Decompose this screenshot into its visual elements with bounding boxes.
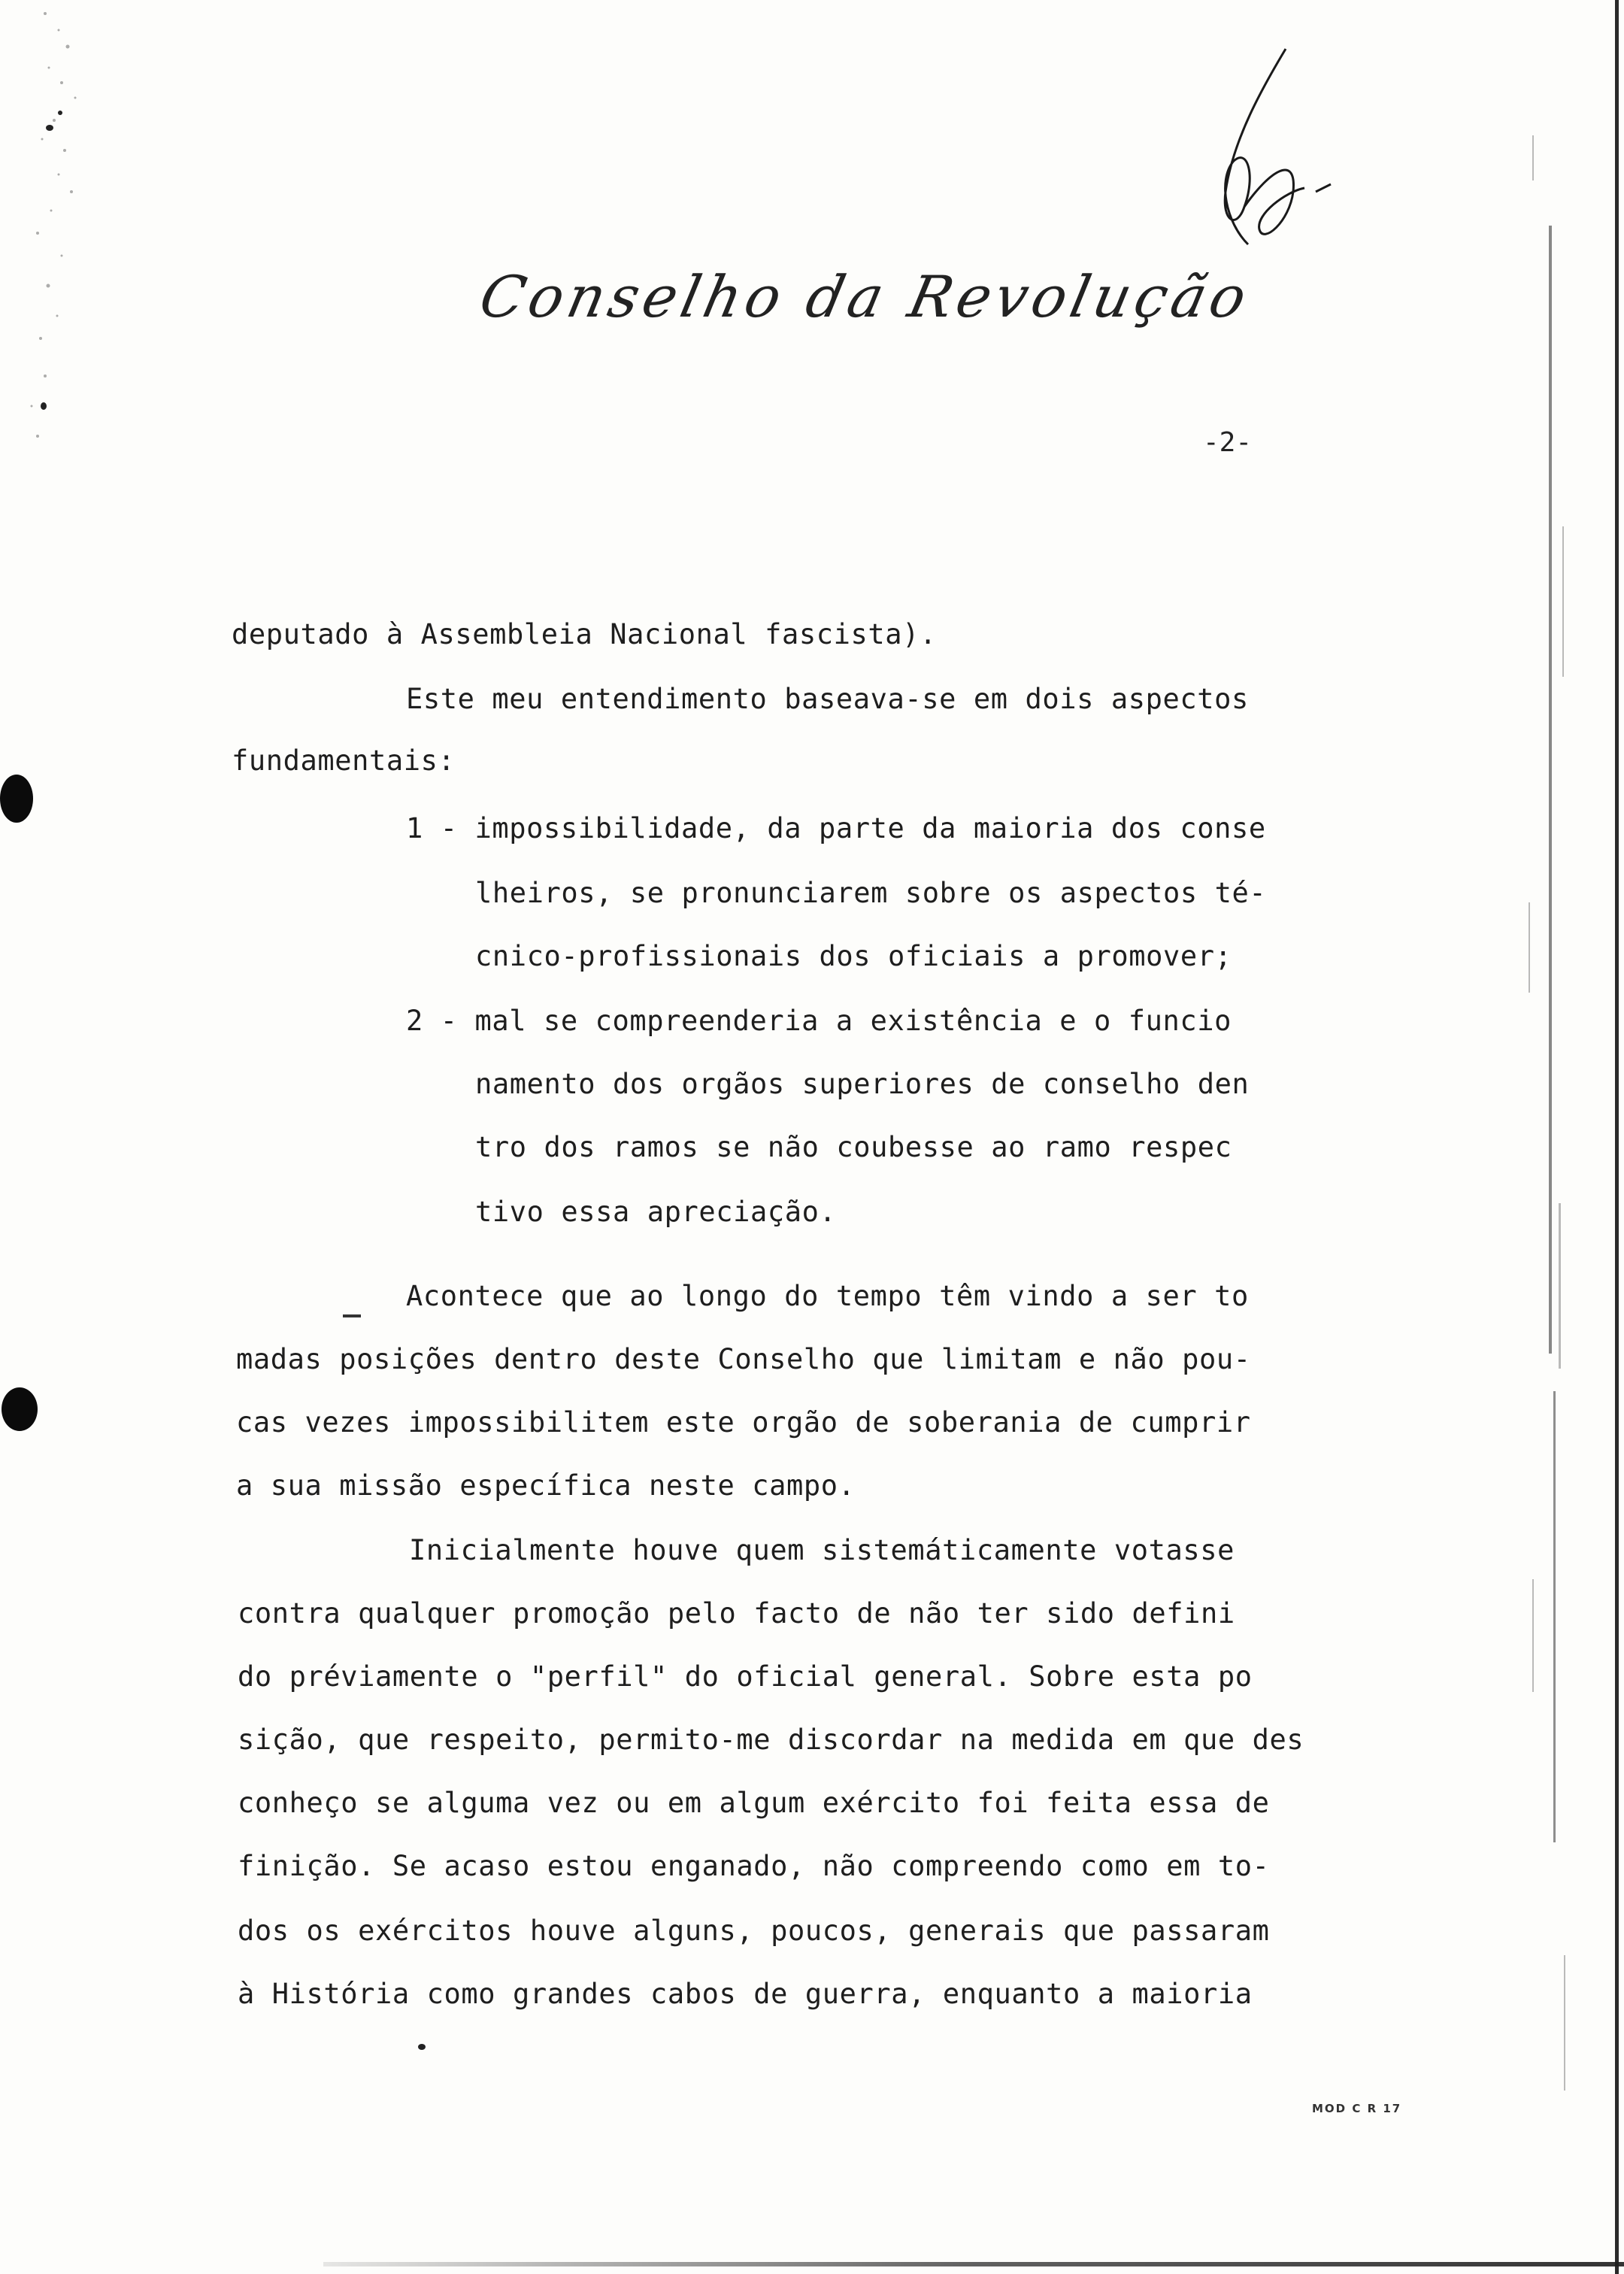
scan-edge-right bbox=[1517, 0, 1624, 2274]
list-item-continuation: tro dos ramos se não coubesse ao ramo respec bbox=[475, 1131, 1232, 1163]
list-item-continuation: tivo essa apreciação. bbox=[475, 1196, 837, 1228]
body-line: cas vezes impossibilitem este orgão de soberania de cumprir bbox=[236, 1406, 1251, 1439]
body-line: do préviamente o "perfil" do oficial general. Sobre esta po bbox=[238, 1660, 1253, 1693]
body-line: a sua missão específica neste campo. bbox=[236, 1469, 856, 1502]
scan-noise-left-margin bbox=[15, 0, 98, 466]
body-line: Inicialmente houve quem sistemáticamente votasse bbox=[409, 1534, 1235, 1566]
stray-ink-mark bbox=[343, 1314, 361, 1317]
list-item-continuation: cnico-profissionais dos oficiais a promover; bbox=[475, 940, 1232, 972]
body-line: conheço se alguma vez ou em algum exército foi feita essa de bbox=[238, 1787, 1270, 1819]
body-line: à História como grandes cabos de guerra, enquanto a maioria bbox=[238, 1978, 1253, 2010]
body-line: Acontece que ao longo do tempo têm vindo a ser to bbox=[406, 1280, 1249, 1312]
list-item: 2 - mal se compreenderia a existência e o funcio bbox=[406, 1005, 1232, 1037]
body-line: contra qualquer promoção pelo facto de não ter sido defini bbox=[238, 1597, 1235, 1630]
body-line: deputado à Assembleia Nacional fascista). bbox=[232, 618, 937, 650]
page-number: -2- bbox=[1203, 427, 1253, 458]
form-code: MOD C R 17 bbox=[1312, 2102, 1402, 2115]
body-line: finição. Se acaso estou enganado, não compreendo como em to- bbox=[238, 1850, 1270, 1882]
punch-hole bbox=[2, 1387, 38, 1431]
list-item-continuation: namento dos orgãos superiores de conselho den bbox=[475, 1068, 1250, 1100]
list-item: 1 - impossibilidade, da parte da maioria dos conse bbox=[406, 812, 1266, 844]
list-item-continuation: lheiros, se pronunciarem sobre os aspectos té- bbox=[475, 877, 1267, 909]
body-line: madas posições dentro deste Conselho que limitam e não pou- bbox=[236, 1343, 1251, 1375]
stray-ink-dot bbox=[418, 2044, 426, 2050]
body-line: fundamentais: bbox=[232, 744, 456, 777]
punch-hole bbox=[0, 775, 33, 823]
body-line: Este meu entendimento baseava-se em dois aspectos bbox=[406, 683, 1249, 715]
body-line: sição, que respeito, permito-me discordar na medida em que des bbox=[238, 1724, 1304, 1756]
body-line: dos os exércitos houve alguns, poucos, generais que passaram bbox=[238, 1915, 1270, 1947]
scan-edge-bottom bbox=[323, 2262, 1624, 2266]
letterhead: Conselho da Revolução bbox=[474, 263, 1257, 330]
signature bbox=[1173, 41, 1353, 267]
